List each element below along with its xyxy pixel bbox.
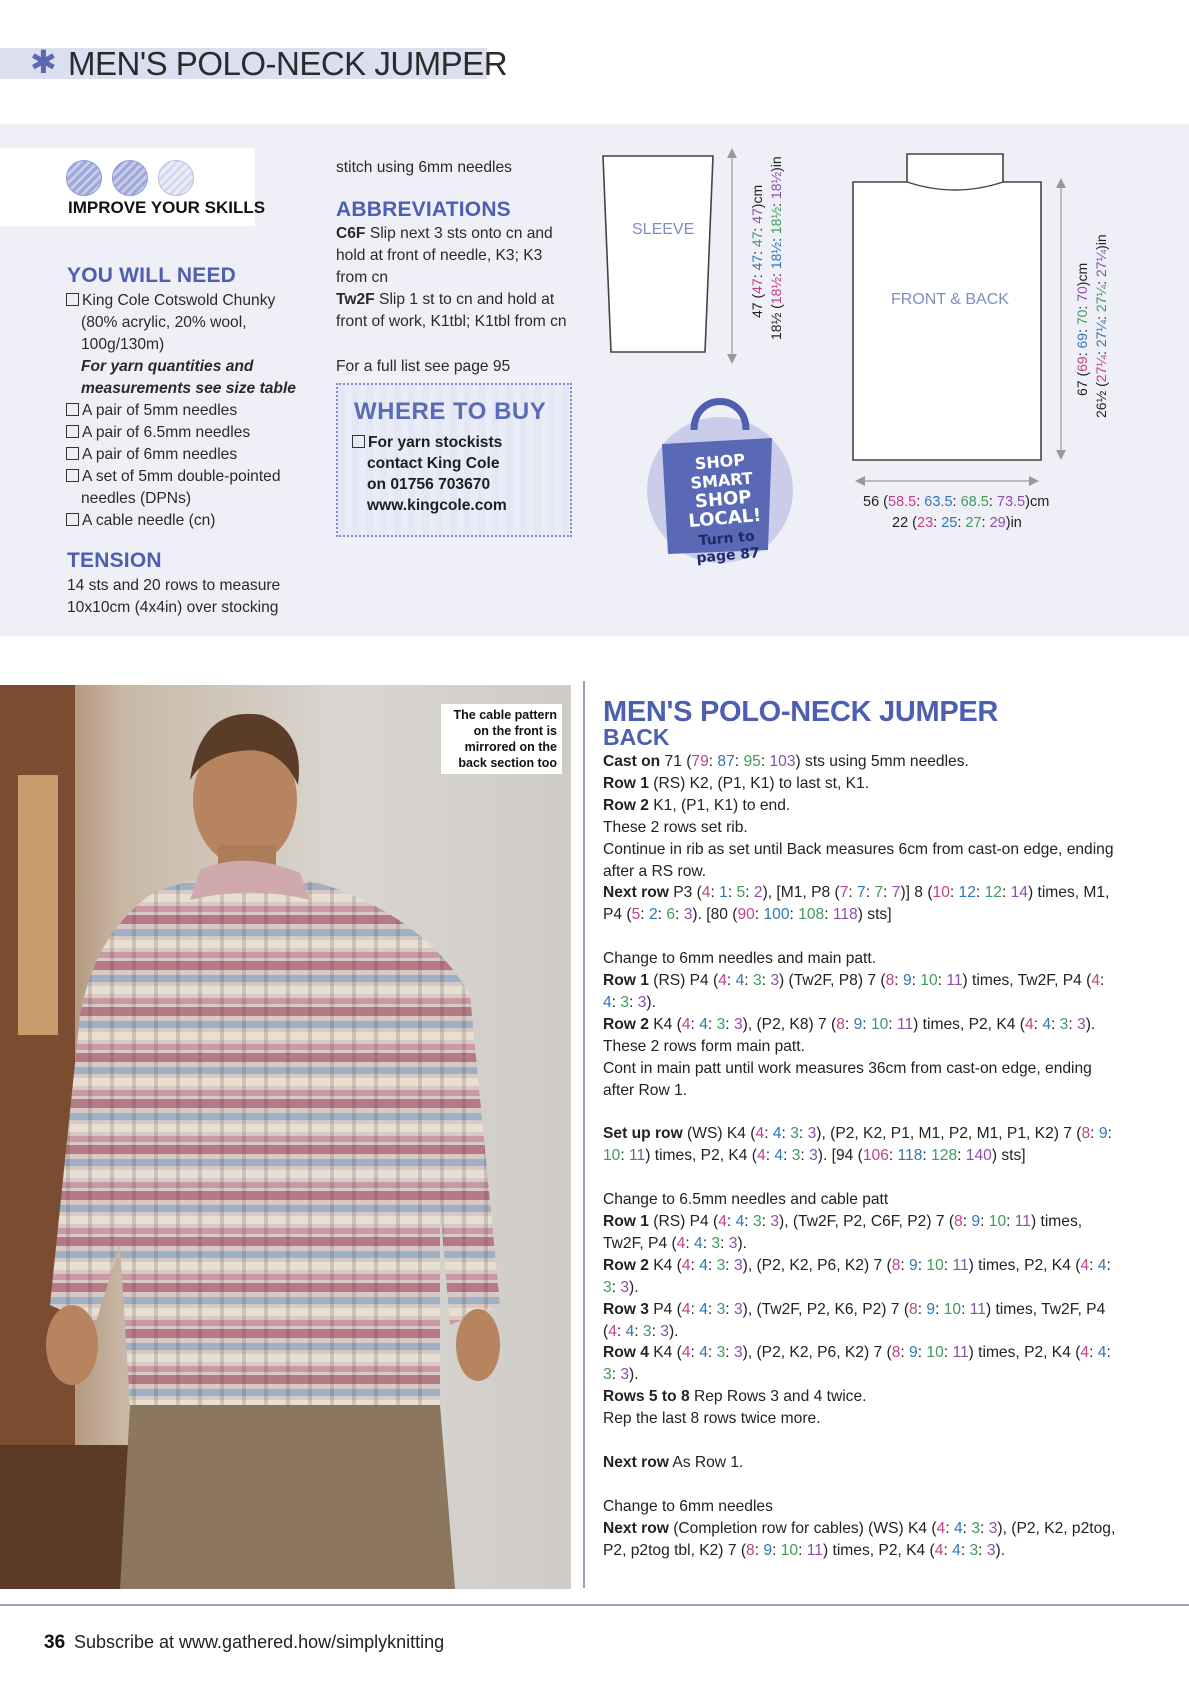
pattern-title: MEN'S POLO-NECK JUMPER	[603, 696, 999, 728]
tension-heading: TENSION	[67, 549, 162, 572]
list-item: King Cole Cotswold Chunky	[66, 290, 316, 312]
photo-caption: The cable pattern on the front is mirrored on the back section too	[441, 704, 562, 774]
instruction-line: Row 2 K4 (4: 4: 3: 3), (P2, K8) 7 (8: 9: 10: 11) times, P2, K4 (4: 4: 3: 3).	[603, 1015, 1096, 1033]
page-number: 36	[44, 1632, 66, 1653]
where-to-buy-text: For yarn stockists contact King Cole on 01756 703670 www.kingcole.com	[352, 432, 507, 516]
checkbox-icon	[352, 435, 365, 448]
full-list-note: For a full list see page 95	[336, 358, 511, 375]
you-will-need-heading: YOU WILL NEED	[67, 264, 237, 287]
instruction-line: Row 2 K4 (4: 4: 3: 3), (P2, K2, P6, K2) 7 (8: 9: 10: 11) times, P2, K4 (4: 4: 3: 3).	[603, 1256, 1111, 1296]
website-link: www.kingcole.com	[367, 497, 507, 514]
instruction-line: Cont in main patt until work measures 36cm from cast-on edge, ending after Row 1.	[603, 1059, 1092, 1099]
checkbox-icon	[66, 403, 79, 416]
footer-rule	[0, 1604, 1189, 1606]
instruction-line: Rows 5 to 8 Rep Rows 3 and 4 twice.	[603, 1388, 867, 1406]
instruction-line: These 2 rows form main patt.	[603, 1037, 805, 1055]
spacer	[603, 1430, 1118, 1452]
spacer	[603, 1167, 1118, 1189]
column-divider	[583, 681, 585, 1588]
model-photo	[0, 685, 571, 1589]
tension-text-continued: stitch using 6mm needles	[336, 159, 512, 176]
instruction-line: Row 4 K4 (4: 4: 3: 3), (P2, K2, P6, K2) 7 (8: 9: 10: 11) times, P2, K4 (4: 4: 3: 3).	[603, 1344, 1111, 1384]
spacer	[603, 926, 1118, 948]
you-will-need-list: King Cole Cotswold Chunky (80% acrylic, 20% wool, 100g/130m) For yarn quantities and measurements see size table A pair of 5mm needles A pair of 6.5mm needles A pair of 6mm needles A set of 5mm double-pointed needles (DPNs) A cable needle (cn)	[66, 290, 316, 532]
instruction-line: Change to 6mm needles	[603, 1497, 773, 1515]
skills-label: IMPROVE YOUR SKILLS	[68, 198, 266, 217]
tension-text: 14 sts and 20 rows to measure 10x10cm (4x4in) over stocking	[67, 577, 281, 616]
yarn-ball-icon	[112, 160, 148, 196]
body-length-cm: 67 (69: 69: 70: 70)cm	[1074, 262, 1090, 396]
checkbox-icon	[66, 425, 79, 438]
instruction-line: Change to 6.5mm needles and cable patt	[603, 1191, 889, 1209]
list-item: A set of 5mm double-pointed	[66, 466, 316, 488]
body-width-cm: 56 (58.5: 63.5: 68.5: 73.5)cm	[863, 494, 1050, 510]
sleeve-label: SLEEVE	[632, 221, 695, 238]
instruction-line: Change to 6mm needles and main patt.	[603, 950, 877, 968]
instruction-line: Row 1 (RS) P4 (4: 4: 3: 3) (Tw2F, P8) 7 (8: 9: 10: 11) times, Tw2F, P4 (4: 4: 3: 3).	[603, 972, 1105, 1011]
instruction-line: Row 1 (RS) P4 (4: 4: 3: 3), (Tw2F, P2, C6F, P2) 7 (8: 9: 10: 11) times, Tw2F, P4 (4: 4: 3: 3).	[603, 1212, 1083, 1252]
instruction-line: Row 1 (RS) K2, (P1, K1) to last st, K1.	[603, 774, 870, 792]
asterisk-icon: ✱	[30, 44, 57, 80]
instruction-line: Next row (Completion row for cables) (WS) K4 (4: 4: 3: 3), (P2, K2, p2tog, P2, p2tog tbl, K2) 7 (8: 9: 10: 11) times, P2, K4 (4: 4: 3: 3).	[603, 1519, 1116, 1559]
instruction-line: These 2 rows set rib.	[603, 818, 748, 836]
sleeve-length-in: 18½ (18½: 18½: 18½: 18½)in	[768, 156, 784, 340]
page-title: MEN'S POLO-NECK JUMPER	[68, 45, 508, 82]
front-back-label: FRONT & BACK	[891, 291, 1009, 308]
spacer	[603, 1101, 1118, 1123]
checkbox-icon	[66, 513, 79, 526]
sleeve-shape	[603, 156, 713, 352]
list-item: A cable needle (cn)	[66, 510, 316, 532]
list-item: A pair of 6mm needles	[66, 444, 316, 466]
instruction-line: Cast on 71 (79: 87: 95: 103) sts using 5mm needles.	[603, 753, 969, 770]
list-item: A pair of 5mm needles	[66, 400, 316, 422]
checkbox-icon	[66, 293, 79, 306]
sleeve-length-cm: 47 (47: 47: 47: 47)cm	[749, 184, 765, 318]
list-item: A pair of 6.5mm needles	[66, 422, 316, 444]
body-width-in: 22 (23: 25: 27: 29)in	[892, 515, 1022, 531]
checkbox-icon	[66, 469, 79, 482]
body-length-in: 26½ (27¼: 27¼: 27¼: 27¼)in	[1093, 234, 1109, 418]
instruction-line: Row 3 P4 (4: 4: 3: 3), (Tw2F, P2, K6, P2) 7 (8: 9: 10: 11) times, Tw2F, P4 (4: 4: 3: 3).	[603, 1300, 1106, 1340]
checkbox-icon	[66, 447, 79, 460]
abbreviations-heading: ABBREVIATIONS	[336, 198, 511, 221]
instruction-line: Next row As Row 1.	[603, 1453, 744, 1471]
abbreviations-list: C6F Slip next 3 sts onto cn and hold at front of needle, K3; K3 from cn Tw2F Slip 1 st to cn and hold at front of work, K1tbl; K1tbl from cn	[336, 225, 567, 330]
instruction-line: Next row P3 (4: 1: 5: 2), [M1, P8 (7: 7: 7: 7)] 8 (10: 12: 12: 14) times, M1, P4 (5: 2: 6: 3). [80 (90: 100: 108: 118) sts]	[603, 884, 1110, 924]
subscribe-link[interactable]: Subscribe at www.gathered.how/simplyknitting	[74, 1632, 445, 1652]
shop-local-badge: SHOP SMART SHOP LOCAL! Turn to page 87	[636, 382, 804, 572]
yarn-ball-icon	[158, 160, 194, 196]
instruction-line: Set up row (WS) K4 (4: 4: 3: 3), (P2, K2, P1, M1, P2, M1, P1, K2) 7 (8: 9: 10: 11) times, P2, K4 (4: 4: 3: 3). [94 (106: 118: 128: 140) sts]	[603, 1125, 1112, 1165]
yarn-ball-icon	[66, 160, 102, 196]
pattern-instructions	[603, 751, 1118, 1561]
instruction-line: Row 2 K1, (P1, K1) to end.	[603, 796, 791, 814]
spacer	[603, 1474, 1118, 1496]
instruction-line: Continue in rib as set until Back measures 6cm from cast-on edge, ending after a RS row.	[603, 840, 1114, 880]
section-heading-back: BACK	[603, 724, 670, 750]
where-to-buy-heading: WHERE TO BUY	[354, 398, 547, 425]
instruction-line: Rep the last 8 rows twice more.	[603, 1410, 821, 1428]
